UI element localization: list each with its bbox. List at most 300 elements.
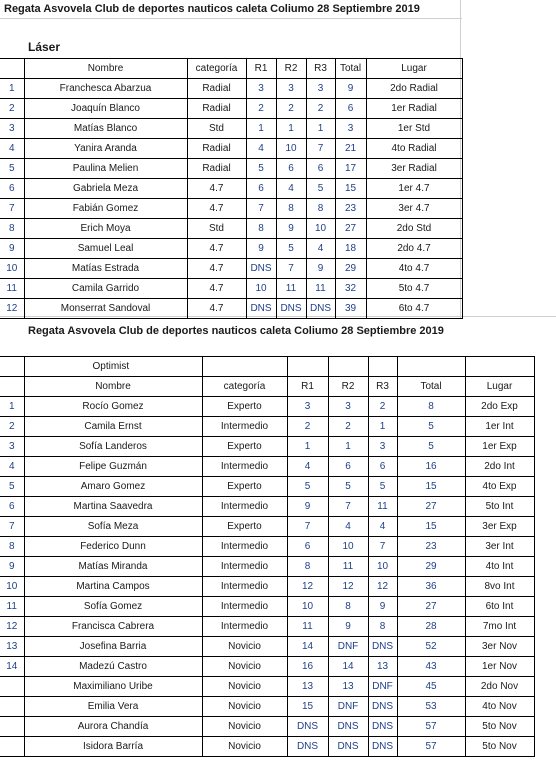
table-cell: 5 xyxy=(276,239,306,259)
table-cell: 1 xyxy=(0,397,24,417)
laser-results-table xyxy=(0,58,463,319)
table-cell: Intermedio xyxy=(202,497,287,517)
table-row xyxy=(0,199,462,219)
table-cell: Fabián Gomez xyxy=(24,199,187,219)
table-cell: Samuel Leal xyxy=(24,239,187,259)
table-cell: 1 xyxy=(276,119,306,139)
table-row xyxy=(0,397,534,417)
table-cell: 2 xyxy=(276,99,306,119)
column-header: R2 xyxy=(276,59,306,79)
table-cell: Intermedio xyxy=(202,417,287,437)
table-cell: 1er 4.7 xyxy=(366,179,462,199)
table-cell: 6 xyxy=(0,497,24,517)
table-cell: 15 xyxy=(287,697,328,717)
table-cell: 3 xyxy=(328,397,368,417)
table-cell: DNF xyxy=(328,637,368,657)
table-cell: 3er Exp xyxy=(465,517,534,537)
table-cell: 2 xyxy=(287,417,328,437)
table-cell: 4to Radial xyxy=(366,139,462,159)
column-header: R2 xyxy=(328,377,368,397)
table-cell: DNS xyxy=(368,737,397,757)
table-cell: 1er Int xyxy=(465,417,534,437)
table-cell: 7 xyxy=(368,537,397,557)
table-cell: 1 xyxy=(0,79,24,99)
table-cell: 12 xyxy=(368,577,397,597)
table-cell: 4 xyxy=(0,139,24,159)
table-cell: Emilia Vera xyxy=(24,697,202,717)
table-cell: 7 xyxy=(328,497,368,517)
table-cell: 5to Nov xyxy=(465,717,534,737)
column-header: categoría xyxy=(187,59,246,79)
table-cell: Novicio xyxy=(202,697,287,717)
table-cell: 7 xyxy=(0,517,24,537)
table-cell: Paulina Melien xyxy=(24,159,187,179)
table-cell: 11 xyxy=(287,617,328,637)
table-row xyxy=(0,417,534,437)
table-cell: 5 xyxy=(306,179,335,199)
table-cell: Monserrat Sandoval xyxy=(24,299,187,319)
table-cell: 1 xyxy=(368,417,397,437)
table-cell: 3er Radial xyxy=(366,159,462,179)
table-cell: 5 xyxy=(328,477,368,497)
table-cell: 57 xyxy=(397,717,465,737)
table-cell: 6 xyxy=(287,537,328,557)
table-cell: 14 xyxy=(328,657,368,677)
table-cell: 39 xyxy=(335,299,366,319)
table-cell: 8 xyxy=(276,199,306,219)
table-cell: 12 xyxy=(287,577,328,597)
table-cell: Matías Estrada xyxy=(24,259,187,279)
category-row xyxy=(0,357,534,377)
table-cell: 27 xyxy=(397,497,465,517)
table-cell: 29 xyxy=(335,259,366,279)
table-cell: 7 xyxy=(276,259,306,279)
table-cell: Experto xyxy=(202,517,287,537)
table-cell: 8 xyxy=(287,557,328,577)
table-cell: 8 xyxy=(246,219,276,239)
table-row xyxy=(0,737,534,757)
table-cell: 14 xyxy=(287,637,328,657)
table-cell: 2do Nov xyxy=(465,677,534,697)
table-row xyxy=(0,259,462,279)
table-row xyxy=(0,537,534,557)
table-cell: 3 xyxy=(368,437,397,457)
table-cell: 11 xyxy=(306,279,335,299)
table-cell: 3 xyxy=(0,437,24,457)
grid-line xyxy=(0,18,462,19)
table-cell: 3 xyxy=(306,79,335,99)
table-cell: 12 xyxy=(0,299,24,319)
optimist-results-table xyxy=(0,356,535,757)
table-cell: 28 xyxy=(397,617,465,637)
table-cell: 2 xyxy=(306,99,335,119)
table-cell: 10 xyxy=(0,577,24,597)
table-cell: 5 xyxy=(246,159,276,179)
table-cell: Intermedio xyxy=(202,577,287,597)
table-cell: Gabriela Meza xyxy=(24,179,187,199)
table-cell: Std xyxy=(187,219,246,239)
column-header: Lugar xyxy=(465,377,534,397)
table-row xyxy=(0,637,534,657)
optimist-title: Regata Asvovela Club de deportes nauticos caleta Coliumo 28 Septiembre 2019 xyxy=(28,325,444,337)
table-row xyxy=(0,657,534,677)
table-cell: 1er Exp xyxy=(465,437,534,457)
table-cell: 12 xyxy=(328,577,368,597)
table-cell xyxy=(0,677,24,697)
table-cell: 2do Int xyxy=(465,457,534,477)
table-cell: 4.7 xyxy=(187,279,246,299)
table-row xyxy=(0,517,534,537)
table-cell: Sofía Landeros xyxy=(24,437,202,457)
table-cell: Experto xyxy=(202,477,287,497)
table-cell: 4.7 xyxy=(187,299,246,319)
table-cell: Aurora Chandía xyxy=(24,717,202,737)
column-header: Total xyxy=(335,59,366,79)
table-cell: 5to 4.7 xyxy=(366,279,462,299)
table-cell: 13 xyxy=(368,657,397,677)
column-header: R1 xyxy=(287,377,328,397)
table-cell xyxy=(0,717,24,737)
table-cell: Radial xyxy=(187,99,246,119)
table-cell: Novicio xyxy=(202,717,287,737)
table-row xyxy=(0,119,462,139)
table-row xyxy=(0,219,462,239)
table-cell: Intermedio xyxy=(202,617,287,637)
column-header xyxy=(0,377,24,397)
table-cell: Josefina Barria xyxy=(24,637,202,657)
table-cell: DNS xyxy=(306,299,335,319)
table-cell: 10 xyxy=(306,219,335,239)
table-cell: DNS xyxy=(328,737,368,757)
table-cell: 9 xyxy=(335,79,366,99)
table-cell: 7 xyxy=(287,517,328,537)
table-cell: DNS xyxy=(246,259,276,279)
table-cell: 1 xyxy=(328,437,368,457)
table-cell: 10 xyxy=(0,259,24,279)
table-cell: 11 xyxy=(276,279,306,299)
table-row xyxy=(0,239,462,259)
table-row xyxy=(0,279,462,299)
empty-cell xyxy=(397,357,465,377)
table-cell: 29 xyxy=(397,557,465,577)
table-cell: 1 xyxy=(246,119,276,139)
table-row xyxy=(0,617,534,637)
table-cell: 13 xyxy=(287,677,328,697)
table-cell: 4to 4.7 xyxy=(366,259,462,279)
table-cell: DNF xyxy=(368,677,397,697)
table-cell: 2 xyxy=(328,417,368,437)
table-cell: 9 xyxy=(0,557,24,577)
table-cell: 16 xyxy=(397,457,465,477)
table-cell: DNS xyxy=(287,737,328,757)
table-cell: 2 xyxy=(368,397,397,417)
table-cell: 6 xyxy=(335,99,366,119)
table-cell: 8 xyxy=(397,397,465,417)
table-cell: 52 xyxy=(397,637,465,657)
column-header: R1 xyxy=(246,59,276,79)
table-cell: 14 xyxy=(0,657,24,677)
table-cell: 7 xyxy=(0,199,24,219)
column-header: Lugar xyxy=(366,59,462,79)
table-cell: 4 xyxy=(328,517,368,537)
table-cell: 23 xyxy=(335,199,366,219)
table-cell: Novicio xyxy=(202,637,287,657)
table-cell: DNS xyxy=(246,299,276,319)
table-cell: 53 xyxy=(397,697,465,717)
header-row xyxy=(0,59,462,79)
table-row xyxy=(0,577,534,597)
table-cell: Novicio xyxy=(202,657,287,677)
table-cell: 4.7 xyxy=(187,179,246,199)
table-cell: 57 xyxy=(397,737,465,757)
table-cell: 4to Exp xyxy=(465,477,534,497)
table-row xyxy=(0,159,462,179)
table-cell: 8 xyxy=(328,597,368,617)
table-cell: 2 xyxy=(0,417,24,437)
table-row xyxy=(0,437,534,457)
table-cell: 15 xyxy=(335,179,366,199)
table-cell: 4to Nov xyxy=(465,697,534,717)
table-cell: 4 xyxy=(0,457,24,477)
table-cell: DNS xyxy=(328,717,368,737)
table-cell: DNS xyxy=(276,299,306,319)
column-header: categoría xyxy=(202,377,287,397)
table-row xyxy=(0,697,534,717)
table-cell: 9 xyxy=(0,239,24,259)
table-cell: 5to Int xyxy=(465,497,534,517)
empty-cell xyxy=(202,357,287,377)
table-cell: 6 xyxy=(246,179,276,199)
table-cell: 2 xyxy=(0,99,24,119)
table-cell: DNS xyxy=(368,697,397,717)
table-cell: Experto xyxy=(202,397,287,417)
table-cell: 1er Std xyxy=(366,119,462,139)
table-cell: 16 xyxy=(287,657,328,677)
table-cell: Martina Campos xyxy=(24,577,202,597)
table-cell: 1er Radial xyxy=(366,99,462,119)
table-cell: Federico Dunn xyxy=(24,537,202,557)
column-header: Nombre xyxy=(24,59,187,79)
table-cell: DNS xyxy=(368,637,397,657)
table-cell: 4 xyxy=(276,179,306,199)
table-cell: 13 xyxy=(328,677,368,697)
table-cell: 9 xyxy=(306,259,335,279)
column-header: Total xyxy=(397,377,465,397)
table-row xyxy=(0,677,534,697)
table-cell: 2do Radial xyxy=(366,79,462,99)
table-cell: 18 xyxy=(335,239,366,259)
table-row xyxy=(0,557,534,577)
table-cell: 10 xyxy=(246,279,276,299)
table-cell: 12 xyxy=(0,617,24,637)
table-cell: 2do Std xyxy=(366,219,462,239)
table-cell: 45 xyxy=(397,677,465,697)
table-cell: 5 xyxy=(0,159,24,179)
table-cell: Intermedio xyxy=(202,537,287,557)
table-cell: 4 xyxy=(287,457,328,477)
table-cell: Novicio xyxy=(202,677,287,697)
table-cell: 1 xyxy=(287,437,328,457)
table-cell: 8 xyxy=(0,219,24,239)
table-cell: 27 xyxy=(335,219,366,239)
table-cell: 36 xyxy=(397,577,465,597)
table-cell: 11 xyxy=(328,557,368,577)
table-cell: 15 xyxy=(397,477,465,497)
table-cell: Camila Garrido xyxy=(24,279,187,299)
table-cell: 9 xyxy=(368,597,397,617)
table-cell: Intermedio xyxy=(202,597,287,617)
table-cell: 23 xyxy=(397,537,465,557)
table-cell: 8 xyxy=(306,199,335,219)
empty-cell xyxy=(328,357,368,377)
table-row xyxy=(0,497,534,517)
optimist-subtitle: Optimist xyxy=(24,357,202,377)
table-cell: DNF xyxy=(328,697,368,717)
table-cell: Francisca Cabrera xyxy=(24,617,202,637)
table-row xyxy=(0,99,462,119)
table-cell xyxy=(0,737,24,757)
table-cell: Sofía Gomez xyxy=(24,597,202,617)
table-cell: Matías Blanco xyxy=(24,119,187,139)
table-cell: Martina Saavedra xyxy=(24,497,202,517)
table-cell: 8vo Int xyxy=(465,577,534,597)
table-cell: 27 xyxy=(397,597,465,617)
table-row xyxy=(0,79,462,99)
table-cell: Matías Miranda xyxy=(24,557,202,577)
table-cell: 6 xyxy=(0,179,24,199)
table-cell: Maximiliano Uribe xyxy=(24,677,202,697)
table-cell: 7 xyxy=(306,139,335,159)
table-row xyxy=(0,717,534,737)
table-cell: Felipe Guzmán xyxy=(24,457,202,477)
table-cell: 8 xyxy=(368,617,397,637)
table-cell: Yanira Aranda xyxy=(24,139,187,159)
table-cell: 3er Nov xyxy=(465,637,534,657)
table-cell: 6to 4.7 xyxy=(366,299,462,319)
table-cell: Radial xyxy=(187,159,246,179)
table-cell: 15 xyxy=(397,517,465,537)
table-cell: 11 xyxy=(0,279,24,299)
table-cell: Intermedio xyxy=(202,557,287,577)
table-cell: 13 xyxy=(0,637,24,657)
table-cell: 4.7 xyxy=(187,239,246,259)
table-cell: 3er Int xyxy=(465,537,534,557)
table-cell: Rocío Gomez xyxy=(24,397,202,417)
table-cell: Amaro Gomez xyxy=(24,477,202,497)
table-cell: 11 xyxy=(368,497,397,517)
table-cell: 32 xyxy=(335,279,366,299)
table-cell: Radial xyxy=(187,139,246,159)
table-cell: 3 xyxy=(0,119,24,139)
table-row xyxy=(0,299,462,319)
table-cell: Madezú Castro xyxy=(24,657,202,677)
table-cell: 3 xyxy=(276,79,306,99)
table-cell: 6 xyxy=(306,159,335,179)
table-cell: 5 xyxy=(287,477,328,497)
table-cell: 4 xyxy=(246,139,276,159)
column-header: R3 xyxy=(306,59,335,79)
table-cell: 4.7 xyxy=(187,259,246,279)
empty-cell xyxy=(0,357,24,377)
table-cell: 9 xyxy=(287,497,328,517)
table-cell xyxy=(0,697,24,717)
empty-cell xyxy=(465,357,534,377)
table-cell: 5to Nov xyxy=(465,737,534,757)
table-cell: 4 xyxy=(368,517,397,537)
table-cell: 5 xyxy=(397,417,465,437)
table-cell: 10 xyxy=(368,557,397,577)
table-row xyxy=(0,477,534,497)
table-cell: 6 xyxy=(368,457,397,477)
table-cell: 9 xyxy=(246,239,276,259)
table-cell: 5 xyxy=(368,477,397,497)
table-cell: 2 xyxy=(246,99,276,119)
table-cell: 11 xyxy=(0,597,24,617)
table-cell: Novicio xyxy=(202,737,287,757)
table-cell: 10 xyxy=(328,537,368,557)
table-cell: 7 xyxy=(246,199,276,219)
table-cell: 10 xyxy=(276,139,306,159)
empty-cell xyxy=(368,357,397,377)
table-cell: 2do Exp xyxy=(465,397,534,417)
table-cell: Joaquín Blanco xyxy=(24,99,187,119)
table-cell: 6 xyxy=(328,457,368,477)
column-header: Nombre xyxy=(24,377,202,397)
laser-subtitle: Láser xyxy=(28,40,61,54)
column-header xyxy=(0,59,24,79)
table-cell: 7mo Int xyxy=(465,617,534,637)
table-cell: 9 xyxy=(276,219,306,239)
table-row xyxy=(0,179,462,199)
table-cell: DNS xyxy=(287,717,328,737)
table-cell: 1er Nov xyxy=(465,657,534,677)
table-cell: 21 xyxy=(335,139,366,159)
table-cell: Camila Ernst xyxy=(24,417,202,437)
table-cell: Isidora Barría xyxy=(24,737,202,757)
table-row xyxy=(0,457,534,477)
table-cell: 43 xyxy=(397,657,465,677)
table-cell: 3 xyxy=(246,79,276,99)
table-cell: 4to Int xyxy=(465,557,534,577)
table-cell: 10 xyxy=(287,597,328,617)
table-cell: 5 xyxy=(397,437,465,457)
table-cell: Intermedio xyxy=(202,457,287,477)
table-cell: DNS xyxy=(368,717,397,737)
table-cell: 3 xyxy=(335,119,366,139)
table-cell: 3 xyxy=(287,397,328,417)
table-cell: 4.7 xyxy=(187,199,246,219)
table-cell: 4 xyxy=(306,239,335,259)
laser-title: Regata Asvovela Club de deportes nauticos caleta Coliumo 28 Septiembre 2019 xyxy=(4,3,420,15)
table-cell: Std xyxy=(187,119,246,139)
table-cell: Erich Moya xyxy=(24,219,187,239)
table-cell: 6to Int xyxy=(465,597,534,617)
table-cell: Experto xyxy=(202,437,287,457)
table-cell: Radial xyxy=(187,79,246,99)
table-row xyxy=(0,139,462,159)
table-cell: Franchesca Abarzua xyxy=(24,79,187,99)
table-cell: 5 xyxy=(0,477,24,497)
table-row xyxy=(0,597,534,617)
table-cell: 9 xyxy=(328,617,368,637)
table-cell: 8 xyxy=(0,537,24,557)
table-cell: Sofía Meza xyxy=(24,517,202,537)
table-cell: 2do 4.7 xyxy=(366,239,462,259)
table-cell: 17 xyxy=(335,159,366,179)
header-row xyxy=(0,377,534,397)
empty-cell xyxy=(287,357,328,377)
table-cell: 3er 4.7 xyxy=(366,199,462,219)
